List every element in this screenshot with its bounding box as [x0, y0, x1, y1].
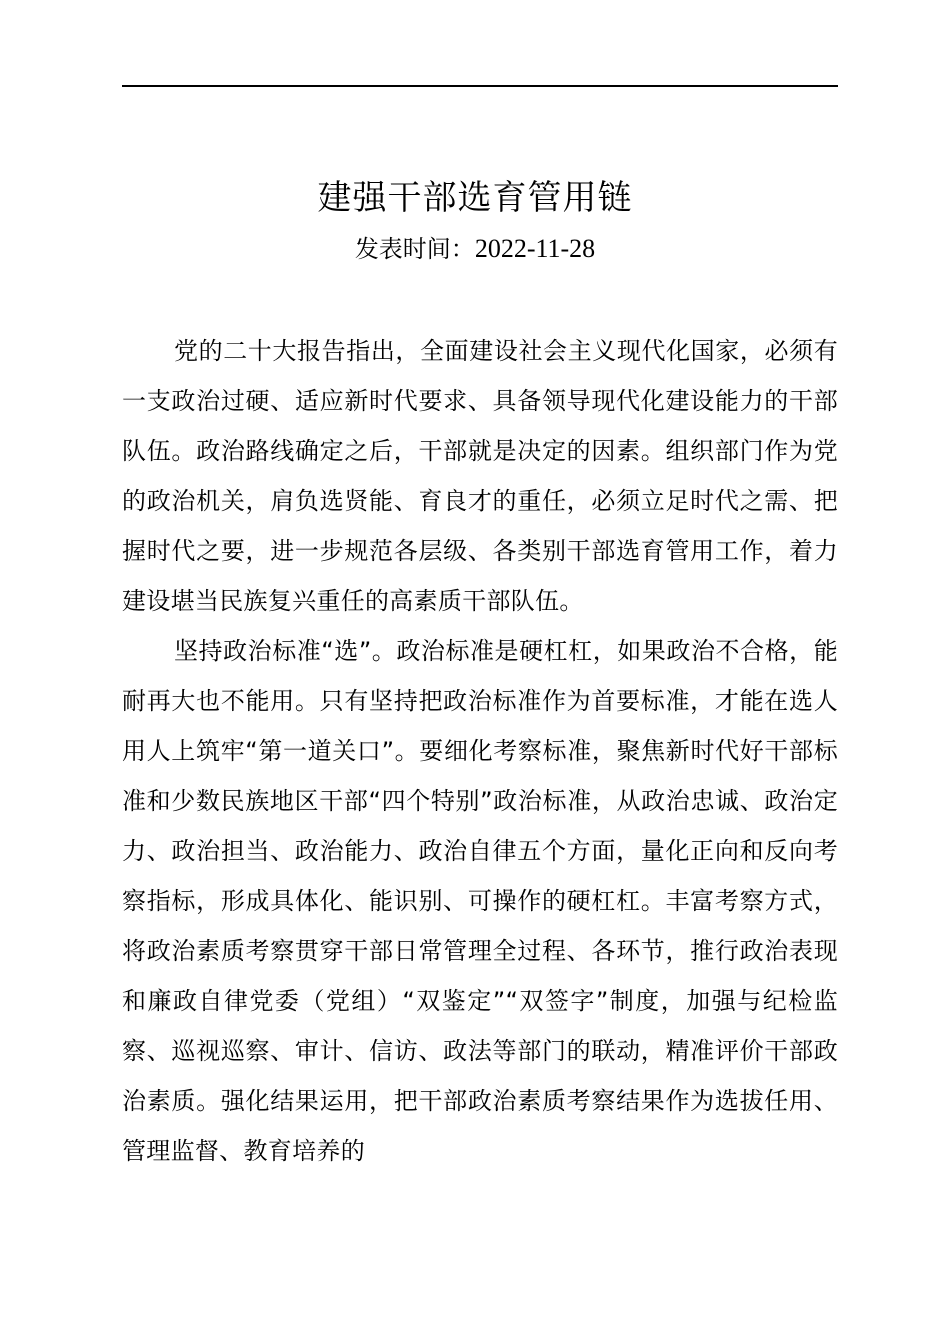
header-rule [122, 85, 838, 87]
article-body [122, 326, 838, 1176]
article-title: 建强干部选育管用链 [317, 178, 633, 218]
paragraph: 坚持政治标准“选”。政治标准是硬杠杠，如果政治不合格，能耐再大也不能用。只有坚持把政治标准作为首要标准，才能在选人用人上筑牢“第一道关口”。要细化考察标准，聚焦新时代好干部标准和少数民族地区干部“四个特别”政治标准，从政治忠诚、政治定力、政治担当、政治能力、政治自律五个方面，量化正向和反向考察指标，形成具体化、能识别、可操作的硬杠杠。丰富考察方式，将政治素质考察贯穿干部日常管理全过程、各环节，推行政治表现和廉政自律党委（党组）“双鉴定”“双签字”制度，加强与纪检监察、巡视巡察、审计、信访、政法等部门的联动，精准评价干部政治素质。强化结果运用，把干部政治素质考察结果作为选拔任用、管理监督、教育培养的 [122, 637, 838, 1165]
publish-date [0, 230, 950, 268]
paragraph: 党的二十大报告指出，全面建设社会主义现代化国家，必须有一支政治过硬、适应新时代要求、具备领导现代化建设能力的干部队伍。政治路线确定之后，干部就是决定的因素。组织部门作为党的政治机关，肩负选贤能、育良才的重任，必须立足时代之需、把握时代之要，进一步规范各层级、各类别干部选育管用工作，着力建设堪当民族复兴重任的高素质干部队伍。 [122, 337, 838, 615]
publish-date-label: 发表时间： [354, 235, 475, 263]
publish-date-value: 2022-11-28 [474, 234, 596, 263]
